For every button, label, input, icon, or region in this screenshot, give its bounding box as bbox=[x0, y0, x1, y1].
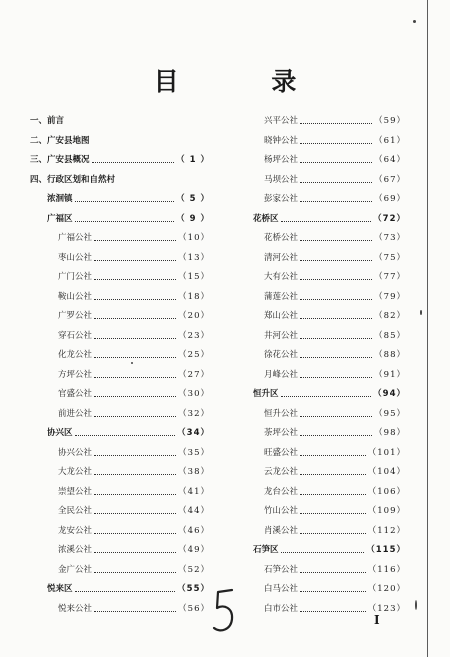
toc-entry-label: 枣山公社 bbox=[58, 252, 93, 263]
toc-leader-dots bbox=[300, 377, 372, 378]
toc-entry bbox=[236, 249, 406, 269]
toc-entry-label: 肖溪公社 bbox=[264, 525, 299, 536]
page-edge-line bbox=[427, 0, 428, 657]
toc-entry-page: （25） bbox=[178, 350, 210, 360]
toc-entry-label: 大龙公社 bbox=[58, 467, 93, 477]
toc-entry bbox=[236, 502, 406, 522]
toc-entry bbox=[236, 210, 406, 230]
toc-entry-page: （32） bbox=[178, 408, 210, 419]
toc-entry-page: （104） bbox=[367, 467, 406, 477]
toc-leader-dots bbox=[94, 572, 176, 573]
toc-entry-label: 大有公社 bbox=[264, 272, 299, 282]
toc-entry-label: 云龙公社 bbox=[264, 467, 299, 477]
toc-entry bbox=[30, 483, 210, 503]
toc-entry-label: 晓钟公社 bbox=[264, 135, 299, 146]
toc-leader-dots bbox=[300, 162, 372, 163]
toc-leader-dots bbox=[300, 279, 372, 280]
toc-entry-page: （ 9 ） bbox=[176, 213, 210, 224]
toc-leader-dots bbox=[300, 455, 366, 456]
toc-entry-label: 花桥公社 bbox=[264, 233, 299, 243]
toc-entry bbox=[30, 385, 210, 405]
toc-entry-page: （123） bbox=[367, 603, 406, 614]
toc-leader-dots bbox=[281, 396, 372, 397]
toc-leader-dots bbox=[94, 260, 176, 261]
toc-entry-page: （38） bbox=[178, 467, 210, 477]
toc-leader-dots bbox=[94, 533, 176, 534]
toc-entry-label: 金广公社 bbox=[58, 564, 93, 575]
toc-entry-page: （30） bbox=[178, 389, 210, 399]
toc-leader-dots bbox=[300, 357, 372, 358]
toc-entry-label: 四、行政区划和自然村 bbox=[30, 174, 116, 185]
toc-entry-page: （72） bbox=[373, 213, 406, 224]
toc-entry bbox=[30, 171, 210, 191]
toc-entry-page: （49） bbox=[178, 545, 210, 555]
toc-entry-label: 竹山公社 bbox=[264, 506, 299, 516]
toc-entry-label: 旺盛公社 bbox=[264, 447, 299, 458]
toc-entry-label: 鞍山公社 bbox=[58, 291, 93, 302]
scan-speck bbox=[420, 310, 422, 315]
toc-entry-page: （56） bbox=[178, 603, 210, 614]
toc-entry-label: 兴平公社 bbox=[264, 116, 299, 126]
toc-entry bbox=[236, 463, 406, 483]
toc-entry bbox=[30, 190, 210, 210]
toc-entry-label: 方坪公社 bbox=[58, 369, 93, 380]
toc-entry bbox=[236, 405, 406, 425]
toc-entry bbox=[236, 229, 406, 249]
toc-entry-label: 徐花公社 bbox=[264, 350, 299, 360]
toc-entry bbox=[30, 132, 210, 152]
toc-entry bbox=[236, 444, 406, 464]
toc-entry-label: 广福公社 bbox=[58, 233, 93, 243]
scan-speck bbox=[131, 362, 133, 364]
toc-entry-label: 清河公社 bbox=[264, 252, 299, 263]
toc-entry bbox=[30, 502, 210, 522]
toc-leader-dots bbox=[94, 474, 176, 475]
toc-entry bbox=[30, 288, 210, 308]
toc-entry bbox=[30, 600, 210, 620]
toc-entry bbox=[30, 561, 210, 581]
toc-entry-page: （23） bbox=[178, 330, 210, 341]
toc-entry-page: （10） bbox=[178, 233, 210, 243]
toc-entry-label: 蒲莲公社 bbox=[264, 291, 299, 302]
toc-entry bbox=[30, 580, 210, 600]
toc-entry-label: 穿石公社 bbox=[58, 330, 93, 341]
toc-leader-dots bbox=[281, 221, 372, 222]
toc-leader-dots bbox=[300, 416, 372, 417]
toc-entry-label: 前进公社 bbox=[58, 408, 93, 419]
toc-leader-dots bbox=[94, 279, 176, 280]
toc-entry bbox=[236, 366, 406, 386]
toc-entry-page: （112） bbox=[367, 525, 406, 536]
toc-entry bbox=[236, 288, 406, 308]
toc-entry bbox=[236, 171, 406, 191]
toc-entry-page: （77） bbox=[374, 272, 406, 282]
toc-entry-page: （15） bbox=[178, 272, 210, 282]
toc-entry-page: （88） bbox=[374, 350, 406, 360]
toc-entry-page: （79） bbox=[374, 291, 406, 302]
toc-entry bbox=[236, 600, 406, 620]
toc-entry-page: （27） bbox=[178, 369, 210, 380]
toc-entry-page: （91） bbox=[374, 369, 406, 380]
toc-entry-label: 官盛公社 bbox=[58, 389, 93, 399]
scan-speck bbox=[415, 600, 417, 610]
toc-entry-label: 杨坪公社 bbox=[264, 155, 299, 165]
toc-leader-dots bbox=[94, 494, 176, 495]
toc-leader-dots bbox=[94, 240, 176, 241]
toc-entry-label: 全民公社 bbox=[58, 506, 93, 516]
toc-entry-label: 石笋公社 bbox=[264, 564, 299, 575]
toc-leader-dots bbox=[94, 396, 176, 397]
toc-leader-dots bbox=[300, 240, 372, 241]
toc-leader-dots bbox=[300, 299, 372, 300]
toc-entry-page: （ 1 ） bbox=[176, 155, 210, 165]
toc-entry bbox=[236, 561, 406, 581]
toc-entry-label: 白马公社 bbox=[264, 584, 299, 594]
toc-entry bbox=[236, 483, 406, 503]
toc-leader-dots bbox=[92, 162, 175, 163]
toc-entry-page: （59） bbox=[374, 116, 406, 126]
toc-entry-page: （98） bbox=[374, 428, 406, 438]
toc-entry-page: （95） bbox=[374, 408, 406, 419]
scan-speck bbox=[413, 20, 416, 23]
toc-leader-dots bbox=[300, 123, 372, 124]
toc-entry-page: （69） bbox=[374, 194, 406, 204]
toc-leader-dots bbox=[300, 572, 366, 573]
toc-entry bbox=[236, 385, 406, 405]
toc-entry-page: （73） bbox=[374, 233, 406, 243]
toc-leader-dots bbox=[75, 221, 175, 222]
toc-leader-dots bbox=[300, 182, 372, 183]
toc-entry bbox=[236, 268, 406, 288]
toc-entry-page: （46） bbox=[178, 525, 210, 536]
toc-entry-page: （94） bbox=[373, 389, 406, 399]
toc-entry-label: 恒升公社 bbox=[264, 408, 299, 419]
toc-entry-page: （116） bbox=[367, 564, 406, 575]
toc-entry bbox=[236, 307, 406, 327]
toc-entry-page: （106） bbox=[367, 486, 406, 497]
toc-entry-page: （101） bbox=[367, 447, 406, 458]
toc-entry-page: （61） bbox=[374, 135, 406, 146]
toc-leader-dots bbox=[94, 318, 176, 319]
toc-entry bbox=[236, 112, 406, 132]
toc-entry-page: （18） bbox=[178, 291, 210, 302]
toc-leader-dots bbox=[75, 435, 176, 436]
toc-entry-page: （64） bbox=[374, 155, 406, 165]
toc-entry bbox=[30, 327, 210, 347]
toc-entry-label: 广罗公社 bbox=[58, 311, 93, 321]
toc-entry-label: 三、广安县概况 bbox=[30, 155, 90, 165]
toc-entry bbox=[30, 268, 210, 288]
toc-entry bbox=[30, 541, 210, 561]
page-title: 目 录 bbox=[153, 67, 339, 96]
toc-leader-dots bbox=[94, 513, 176, 514]
toc-entry bbox=[236, 522, 406, 542]
toc-leader-dots bbox=[94, 299, 176, 300]
toc-entry bbox=[30, 249, 210, 269]
toc-entry-label: 马坝公社 bbox=[264, 174, 299, 185]
toc-leader-dots bbox=[94, 552, 176, 553]
toc-entry bbox=[236, 151, 406, 171]
toc-leader-dots bbox=[300, 474, 366, 475]
toc-entry-page: （115） bbox=[366, 545, 406, 555]
toc-leader-dots bbox=[94, 377, 176, 378]
toc-entry bbox=[30, 424, 210, 444]
toc-entry-page: （67） bbox=[374, 174, 406, 185]
toc-entry-label: 协兴区 bbox=[47, 428, 73, 438]
toc-entry bbox=[236, 424, 406, 444]
toc-entry bbox=[236, 190, 406, 210]
toc-entry bbox=[30, 463, 210, 483]
toc-entry-page: （35） bbox=[178, 447, 210, 458]
toc-entry-page: （44） bbox=[178, 506, 210, 516]
toc-entry bbox=[30, 210, 210, 230]
toc-entry-label: 荼坪公社 bbox=[264, 428, 299, 438]
toc-entry-label: 井河公社 bbox=[264, 330, 299, 341]
toc-leader-dots bbox=[300, 318, 372, 319]
toc-entry bbox=[236, 327, 406, 347]
toc-entry-label: 协兴公社 bbox=[58, 447, 93, 458]
toc-leader-dots bbox=[94, 455, 176, 456]
toc-entry-page: （34） bbox=[177, 428, 210, 438]
toc-leader-dots bbox=[94, 611, 176, 612]
toc-leader-dots bbox=[300, 513, 366, 514]
toc-leader-dots bbox=[281, 552, 365, 553]
handwritten-five-mark bbox=[210, 586, 240, 638]
toc-entry bbox=[30, 405, 210, 425]
toc-entry-label: 广福区 bbox=[47, 213, 73, 224]
toc-leader-dots bbox=[300, 435, 372, 436]
toc-entry-label: 悦来公社 bbox=[58, 603, 93, 614]
toc-entry bbox=[30, 522, 210, 542]
toc-entry-label: 恒升区 bbox=[253, 389, 279, 399]
toc-left-column bbox=[30, 112, 210, 619]
toc-right-column bbox=[236, 112, 406, 619]
toc-entry-page: （20） bbox=[178, 311, 210, 321]
toc-entry bbox=[30, 229, 210, 249]
toc-entry bbox=[236, 132, 406, 152]
toc-entry-page: （ 5 ） bbox=[176, 194, 210, 204]
toc-leader-dots bbox=[94, 357, 176, 358]
toc-entry bbox=[30, 346, 210, 366]
toc-entry-label: 石笋区 bbox=[253, 545, 279, 555]
toc-entry bbox=[30, 444, 210, 464]
toc-leader-dots bbox=[300, 143, 372, 144]
toc-entry-page: （41） bbox=[178, 486, 210, 497]
toc-entry bbox=[236, 580, 406, 600]
toc-entry-label: 一、前言 bbox=[30, 116, 65, 126]
toc-entry-page: （13） bbox=[178, 252, 210, 263]
toc-entry-page: （55） bbox=[177, 584, 210, 594]
toc-leader-dots bbox=[300, 494, 366, 495]
toc-leader-dots bbox=[75, 201, 175, 202]
toc-leader-dots bbox=[94, 416, 176, 417]
toc-entry-label: 悦来区 bbox=[47, 584, 73, 594]
toc-entry-label: 二、广安县地图 bbox=[30, 135, 90, 146]
toc-entry-page: （82） bbox=[374, 311, 406, 321]
toc-entry-label: 龙安公社 bbox=[58, 525, 93, 536]
toc-entry bbox=[30, 307, 210, 327]
toc-entry bbox=[236, 346, 406, 366]
toc-leader-dots bbox=[75, 591, 176, 592]
page-folio: I bbox=[374, 613, 380, 627]
toc-entry bbox=[30, 112, 210, 132]
toc-entry-label: 浓溪公社 bbox=[58, 545, 93, 555]
toc-entry bbox=[30, 151, 210, 171]
toc-entry-label: 白市公社 bbox=[264, 603, 299, 614]
toc-leader-dots bbox=[300, 533, 366, 534]
toc-entry-label: 郑山公社 bbox=[264, 311, 299, 321]
toc-entry-label: 花桥区 bbox=[253, 213, 279, 224]
toc-entry-page: （75） bbox=[374, 252, 406, 263]
toc-entry bbox=[30, 366, 210, 386]
toc-leader-dots bbox=[300, 260, 372, 261]
toc-entry-page: （85） bbox=[374, 330, 406, 341]
toc-entry-label: 浓洄镇 bbox=[47, 194, 73, 204]
toc-entry bbox=[236, 541, 406, 561]
toc-entry-label: 化龙公社 bbox=[58, 350, 93, 360]
toc-leader-dots bbox=[300, 591, 366, 592]
toc-leader-dots bbox=[300, 611, 366, 612]
toc-entry-label: 崇望公社 bbox=[58, 486, 93, 497]
toc-entry-page: （52） bbox=[178, 564, 210, 575]
toc-leader-dots bbox=[300, 338, 372, 339]
toc-leader-dots bbox=[94, 338, 176, 339]
toc-entry-page: （109） bbox=[367, 506, 406, 516]
toc-entry-label: 龙台公社 bbox=[264, 486, 299, 497]
toc-entry-label: 广门公社 bbox=[58, 272, 93, 282]
toc-entry-label: 彭家公社 bbox=[264, 194, 299, 204]
toc-entry-page: （120） bbox=[367, 584, 406, 594]
toc-entry-label: 月峰公社 bbox=[264, 369, 299, 380]
toc-leader-dots bbox=[300, 201, 372, 202]
